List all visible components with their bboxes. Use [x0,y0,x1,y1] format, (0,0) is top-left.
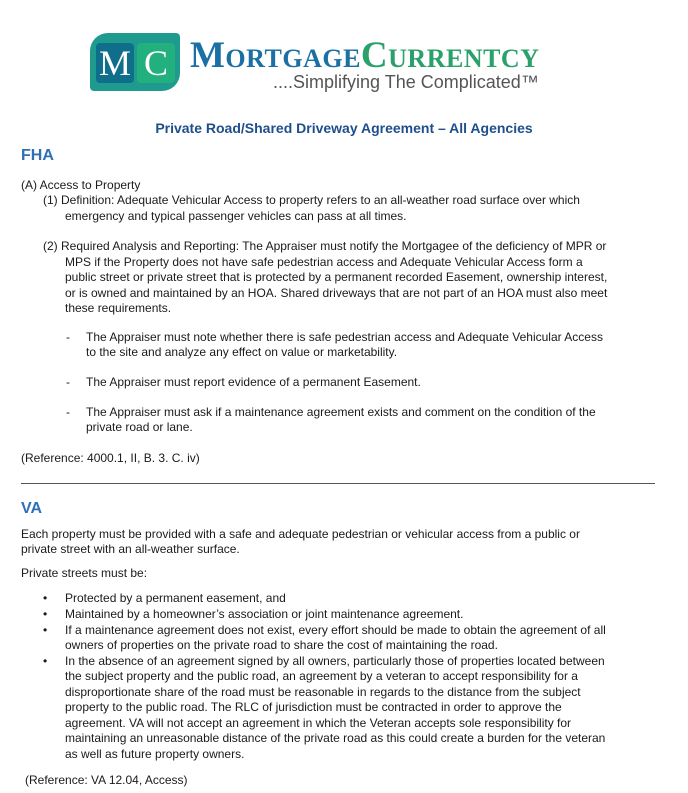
va-bullet3-line1: If a maintenance agreement does not exist, every effort should be made to obtain the agreement of all [65,623,606,637]
company-logo [90,30,600,102]
fha-section-a: (A) Access to Property [21,178,141,192]
va-private-streets: Private streets must be: [21,566,148,580]
logo-wordmark-part1: Mortgage [190,35,361,76]
dash-marker: - [66,375,70,389]
logo-mark [90,33,180,91]
va-bullet4-line1: In the absence of an agreement signed by all owners, particularly those of properties located between [65,654,605,668]
dash-marker: - [66,330,70,344]
va-bullet4-line7: as well as future property owners. [65,747,245,761]
logo-letter-c: C [137,43,175,83]
va-bullet3-line2: owners of properties on the private road to share the cost of maintaining the road. [65,638,498,652]
dash-marker: - [66,405,70,419]
fha-item2-line3: public street or private street that is protected by a permanent recorded Easement, ownership interest, [65,270,608,284]
va-bullet1-line1: Protected by a permanent easement, and [65,591,286,605]
bullet-marker: • [43,607,48,621]
va-bullet4-line2: the subject property and the public road, an agreement by a veteran to accept responsibility for a [65,669,578,683]
fha-dash3-line2: private road or lane. [86,420,193,434]
va-intro-line1: Each property must be provided with a safe and adequate pedestrian or vehicular access from a public or [21,527,580,541]
section-divider [21,483,655,484]
fha-heading: FHA [21,147,54,164]
va-bullet4-line5: agreement. VA will not accept an agreement in which the Veteran accepts sole responsibility for [65,716,572,730]
logo-tagline: ....Simplifying The Complicated™ [273,72,539,92]
document-title: Private Road/Shared Driveway Agreement – All Agencies [155,120,533,136]
logo-letter-m: M [96,43,134,83]
fha-dash3-line1: The Appraiser must ask if a maintenance agreement exists and comment on the condition of the [86,405,596,419]
fha-item1-line2: emergency and typical passenger vehicles can pass at all times. [65,209,407,223]
va-intro-line2: private street with an all-weather surface. [21,542,240,556]
va-heading: VA [21,500,43,517]
fha-item1-line1: (1) Definition: Adequate Vehicular Access to property refers to an all-weather road surface over which [43,193,580,207]
va-bullet2-line1: Maintained by a homeowner’s association or joint maintenance agreement. [65,607,464,621]
fha-item2-line4: or is owned and maintained by an HOA. Shared driveways that are not part of an HOA must also meet [65,286,608,300]
fha-dash1-line2: to the site and analyze any effect on value or marketability. [86,345,398,359]
va-bullet4-line3: disproportionate share of the road must be reasonable in regards to the distance from the subject [65,685,581,699]
fha-dash1-line1: The Appraiser must note whether there is safe pedestrian access and Adequate Vehicular Access [86,330,603,344]
va-reference: (Reference: VA 12.04, Access) [25,773,188,787]
fha-item2-line5: these requirements. [65,301,172,315]
logo-wordmark-part2: Currentcy [360,35,540,76]
va-bullet4-line6: maintaining an unreasonable distance of the private road as this could create a burden for the veteran [65,731,606,745]
logo-wordmark [190,34,539,77]
fha-item2-line1: (2) Required Analysis and Reporting: The Appraiser must notify the Mortgagee of the deficiency of MPR or [43,239,607,253]
fha-dash2-line1: The Appraiser must report evidence of a permanent Easement. [86,375,421,389]
fha-reference: (Reference: 4000.1, II, B. 3. C. iv) [21,451,200,465]
fha-item2-line2: MPS if the Property does not have safe pedestrian access and Adequate Vehicular Access form a [65,255,583,269]
va-bullet4-line4: property to the public road. The RLC of jurisdiction must be contracted in order to approve the [65,700,562,714]
bullet-marker: • [43,623,48,637]
bullet-marker: • [43,591,48,605]
bullet-marker: • [43,654,48,668]
